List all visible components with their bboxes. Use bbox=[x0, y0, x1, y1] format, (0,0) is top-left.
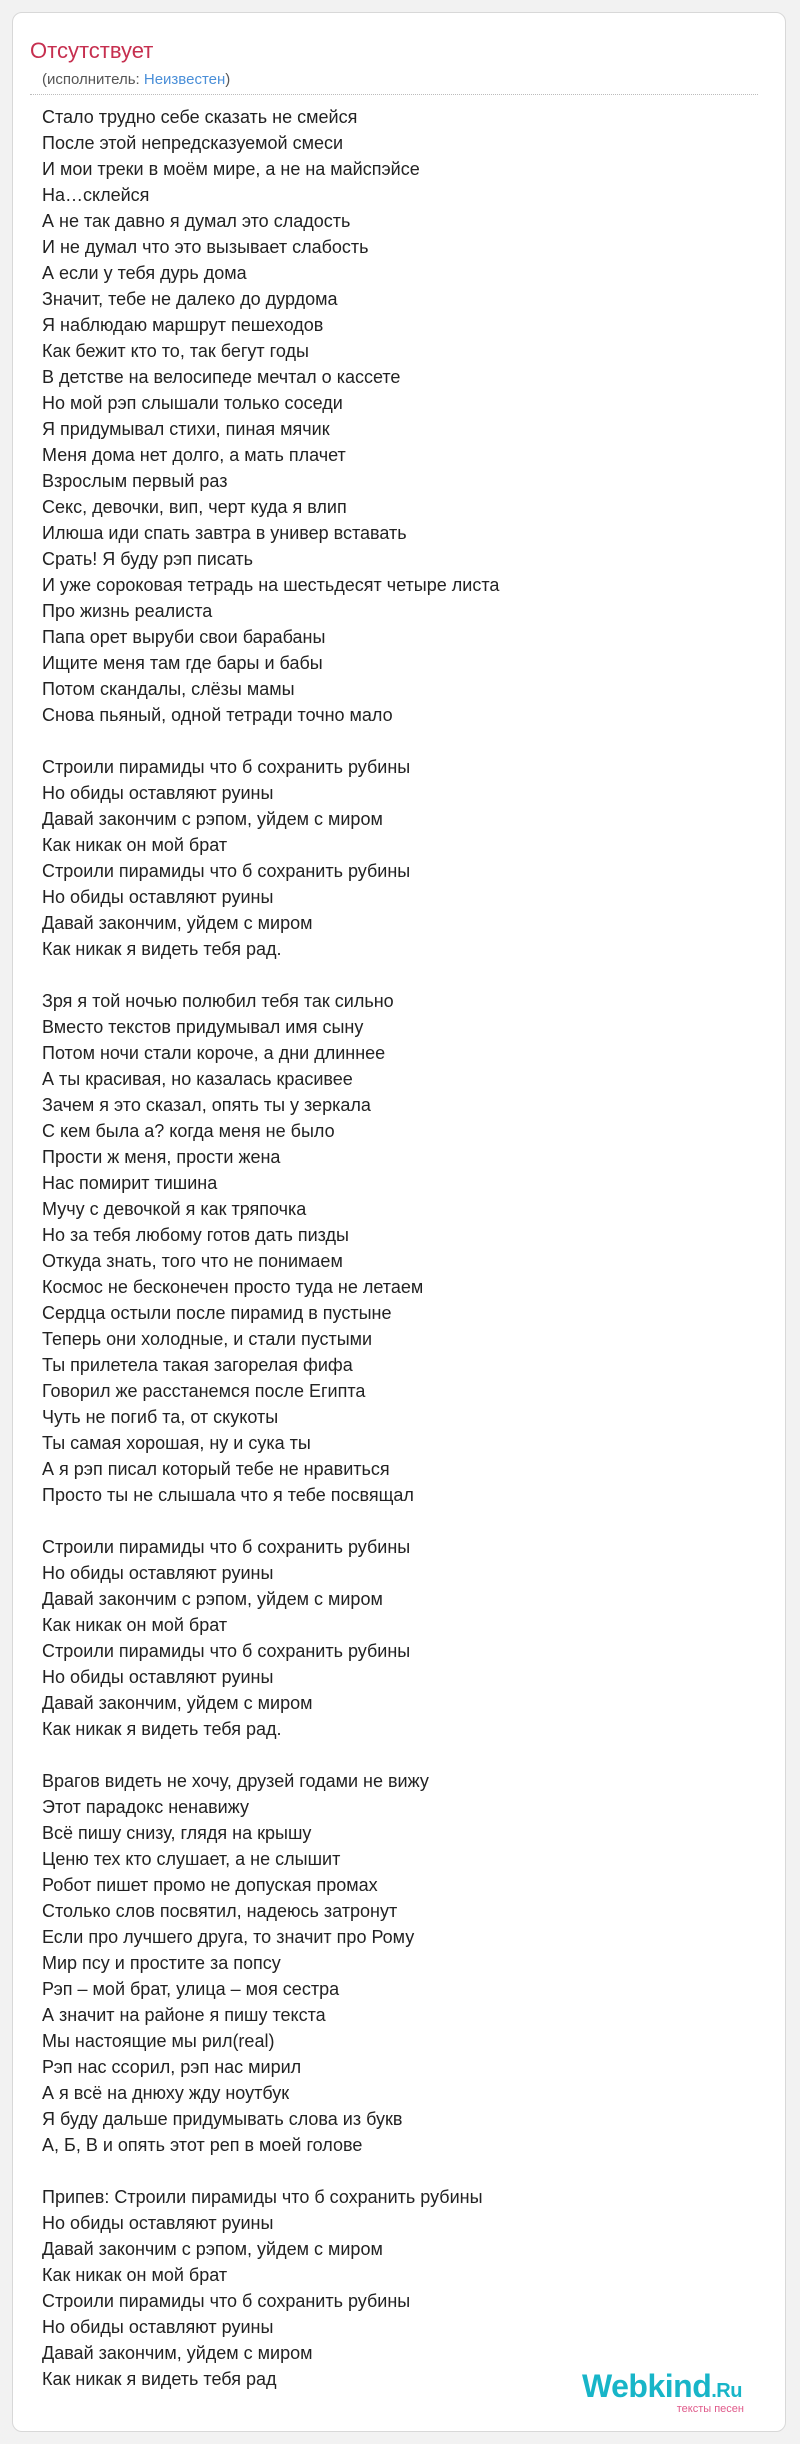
lyric-line: Но мой рэп слышали только соседи bbox=[42, 393, 343, 413]
lyric-line: Секс, девочки, вип, черт куда я влип bbox=[42, 497, 347, 517]
lyric-line: Мучу с девочкой я как тряпочка bbox=[42, 1199, 307, 1219]
lyric-line: Мы настоящие мы рил(real) bbox=[42, 2031, 275, 2051]
lyric-line: А не так давно я думал это сладость bbox=[42, 211, 351, 231]
lyric-line: Но обиды оставляют руины bbox=[42, 1563, 274, 1583]
lyric-line: Давай закончим с рэпом, уйдем с миром bbox=[42, 2239, 383, 2259]
stanza-gap bbox=[42, 728, 742, 754]
lyric-line: Давай закончим с рэпом, уйдем с миром bbox=[42, 1589, 383, 1609]
lyric-line: Столько слов посвятил, надеюсь затронут bbox=[42, 1901, 398, 1921]
lyric-line: Всё пишу снизу, глядя на крышу bbox=[42, 1823, 312, 1843]
lyric-line: А ты красивая, но казалась красивее bbox=[42, 1069, 353, 1089]
lyric-line: Папа орет выруби свои барабаны bbox=[42, 627, 326, 647]
lyric-line: И уже сороковая тетрадь на шестьдесят четыре листа bbox=[42, 575, 500, 595]
lyric-line: Мир псу и простите за попсу bbox=[42, 1953, 281, 1973]
lyric-line: Как никак я видеть тебя рад. bbox=[42, 939, 282, 959]
lyric-line: Врагов видеть не хочу, друзей годами не вижу bbox=[42, 1771, 429, 1791]
artist-line bbox=[42, 72, 230, 87]
header-divider bbox=[30, 94, 758, 95]
lyric-line: И мои треки в моём мире, а не на майспэйсе bbox=[42, 159, 420, 179]
lyric-line: Взрослым первый раз bbox=[42, 471, 228, 491]
lyric-line: Снова пьяный, одной тетради точно мало bbox=[42, 705, 393, 725]
lyric-line: Но обиды оставляют руины bbox=[42, 1667, 274, 1687]
lyric-line: Если про лучшего друга, то значит про Рому bbox=[42, 1927, 415, 1947]
lyric-line: Ты прилетела такая загорелая фифа bbox=[42, 1355, 353, 1375]
lyric-line: Строили пирамиды что б сохранить рубины bbox=[42, 757, 411, 777]
lyric-line: Чуть не погиб та, от скукоты bbox=[42, 1407, 279, 1427]
lyric-line: Как никак он мой брат bbox=[42, 835, 228, 855]
artist-prefix: (исполнитель: bbox=[42, 71, 144, 88]
lyric-line: Ценю тех кто слушает, а не слышит bbox=[42, 1849, 341, 1869]
lyric-line: Потом скандалы, слёзы мамы bbox=[42, 679, 295, 699]
lyric-line: Но обиды оставляют руины bbox=[42, 2317, 274, 2337]
song-title: Отсутствует bbox=[30, 38, 154, 63]
lyric-line: Строили пирамиды что б сохранить рубины bbox=[42, 1641, 411, 1661]
site-logo[interactable] bbox=[582, 2370, 772, 2418]
logo-tld: .Ru bbox=[711, 2380, 742, 2402]
lyric-line: Как никак он мой брат bbox=[42, 1615, 228, 1635]
logo-name: Webkind bbox=[582, 2368, 712, 2404]
lyric-line: Строили пирамиды что б сохранить рубины bbox=[42, 1537, 411, 1557]
stanza-gap bbox=[42, 962, 742, 988]
lyric-line: Давай закончим, уйдем с миром bbox=[42, 2343, 313, 2363]
lyric-line: Но обиды оставляют руины bbox=[42, 783, 274, 803]
lyric-line: Как никак я видеть тебя рад bbox=[42, 2369, 277, 2389]
lyric-line: Робот пишет промо не допуская промах bbox=[42, 1875, 378, 1895]
lyric-line: Стало трудно себе сказать не смейся bbox=[42, 107, 358, 127]
lyric-line: Давай закончим, уйдем с миром bbox=[42, 913, 313, 933]
lyric-line: А значит на районе я пишу текста bbox=[42, 2005, 326, 2025]
lyric-line: Нас помирит тишина bbox=[42, 1173, 218, 1193]
lyric-line: Давай закончим с рэпом, уйдем с миром bbox=[42, 809, 383, 829]
lyric-line: Строили пирамиды что б сохранить рубины bbox=[42, 861, 411, 881]
lyric-line: Зачем я это сказал, опять ты у зеркала bbox=[42, 1095, 371, 1115]
lyric-line: А если у тебя дурь дома bbox=[42, 263, 247, 283]
logo-tagline: тексты песен bbox=[676, 2403, 744, 2415]
artist-suffix: ) bbox=[225, 71, 231, 88]
lyric-line: Я буду дальше придумывать слова из букв bbox=[42, 2109, 403, 2129]
lyric-line: Припев: Строили пирамиды что б сохранить рубины bbox=[42, 2187, 483, 2207]
logo-wordmark bbox=[582, 2370, 772, 2402]
lyric-line: Я наблюдаю маршрут пешеходов bbox=[42, 315, 324, 335]
lyric-line: Илюша иди спать завтра в универ вставать bbox=[42, 523, 407, 543]
lyric-line: Строили пирамиды что б сохранить рубины bbox=[42, 2291, 411, 2311]
lyric-line: Рэп – мой брат, улица – моя сестра bbox=[42, 1979, 340, 1999]
lyric-line: Сердца остыли после пирамид в пустыне bbox=[42, 1303, 392, 1323]
lyric-line: Ты самая хорошая, ну и сука ты bbox=[42, 1433, 311, 1453]
lyric-line: Но за тебя любому готов дать пизды bbox=[42, 1225, 349, 1245]
lyric-line: Рэп нас ссорил, рэп нас мирил bbox=[42, 2057, 302, 2077]
lyric-line: Я придумывал стихи, пиная мячик bbox=[42, 419, 330, 439]
lyric-line: И не думал что это вызывает слабость bbox=[42, 237, 369, 257]
lyric-line: А я всё на днюху жду ноутбук bbox=[42, 2083, 290, 2103]
lyric-line: Прости ж меня, прости жена bbox=[42, 1147, 281, 1167]
lyric-line: Как никак он мой брат bbox=[42, 2265, 228, 2285]
lyric-line: С кем была а? когда меня не было bbox=[42, 1121, 335, 1141]
lyric-line: На…склейся bbox=[42, 185, 150, 205]
lyric-line: После этой непредсказуемой смеси bbox=[42, 133, 344, 153]
lyric-line: Меня дома нет долго, а мать плачет bbox=[42, 445, 346, 465]
lyric-line: Как бежит кто то, так бегут годы bbox=[42, 341, 309, 361]
stanza-gap bbox=[42, 1508, 742, 1534]
artist-link[interactable]: Неизвестен bbox=[143, 71, 226, 88]
lyric-line: Зря я той ночью полюбил тебя так сильно bbox=[42, 991, 394, 1011]
lyric-line: Но обиды оставляют руины bbox=[42, 2213, 274, 2233]
lyric-line: А, Б, В и опять этот реп в моей голове bbox=[42, 2135, 363, 2155]
lyric-line: Просто ты не слышала что я тебе посвящал bbox=[42, 1485, 414, 1505]
lyric-line: Срать! Я буду рэп писать bbox=[42, 549, 254, 569]
lyric-line: Но обиды оставляют руины bbox=[42, 887, 274, 907]
lyric-line: Значит, тебе не далеко до дурдома bbox=[42, 289, 338, 309]
lyric-line: Давай закончим, уйдем с миром bbox=[42, 1693, 313, 1713]
stanza-gap bbox=[42, 2158, 742, 2184]
lyric-line: В детстве на велосипеде мечтал о кассете bbox=[42, 367, 401, 387]
stanza-gap bbox=[42, 1742, 742, 1768]
lyric-line: Вместо текстов придумывал имя сыну bbox=[42, 1017, 364, 1037]
lyric-line: Теперь они холодные, и стали пустыми bbox=[42, 1329, 373, 1349]
lyric-line: Космос не бесконечен просто туда не летаем bbox=[42, 1277, 424, 1297]
lyric-line: Потом ночи стали короче, а дни длиннее bbox=[42, 1043, 386, 1063]
lyric-line: Говорил же расстанемся после Египта bbox=[42, 1381, 366, 1401]
lyric-line: Этот парадокс ненавижу bbox=[42, 1797, 249, 1817]
lyric-line: Откуда знать, того что не понимаем bbox=[42, 1251, 343, 1271]
lyrics-text bbox=[42, 104, 742, 2392]
lyric-line: Как никак я видеть тебя рад. bbox=[42, 1719, 282, 1739]
lyric-line: А я рэп писал который тебе не нравиться bbox=[42, 1459, 390, 1479]
lyric-line: Ищите меня там где бары и бабы bbox=[42, 653, 323, 673]
lyric-line: Про жизнь реалиста bbox=[42, 601, 213, 621]
